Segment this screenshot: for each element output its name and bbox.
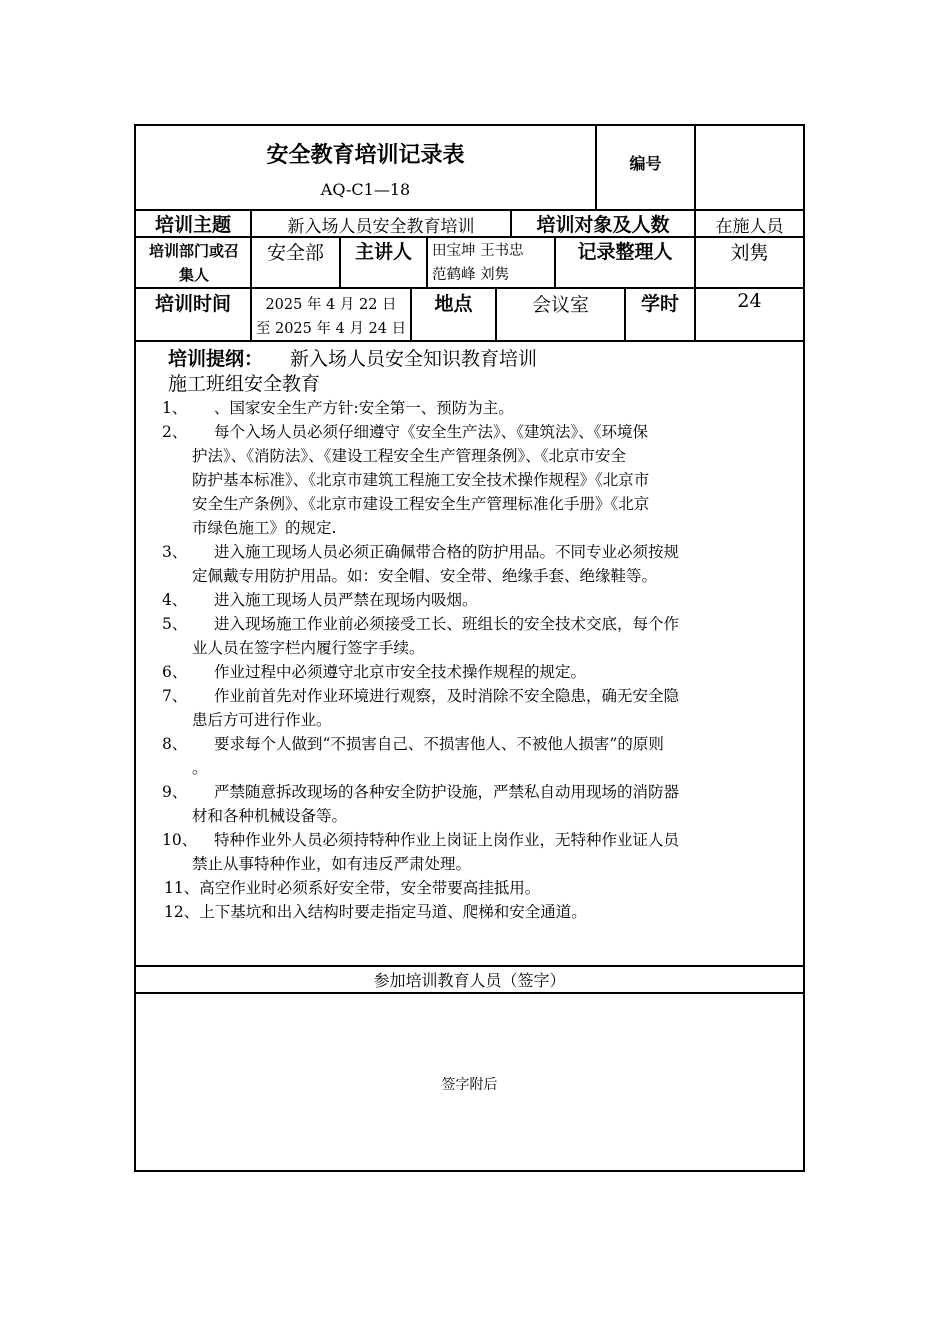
outline-item bbox=[136, 732, 807, 780]
outline-item bbox=[136, 876, 807, 900]
rule bbox=[694, 126, 696, 209]
outline-item-text: 作业过程中必须遵守北京市安全技术操作规程的规定。 bbox=[214, 663, 587, 681]
target-label: 培训对象及人数 bbox=[536, 214, 670, 236]
outline-item-text: 严禁随意拆改现场的各种安全防护设施，严禁私自动用现场的消防器 bbox=[214, 783, 680, 801]
outline-item-number: 4、 bbox=[162, 591, 188, 609]
lecturer-line2: 范鹤峰 刘隽 bbox=[432, 267, 510, 283]
outline-item bbox=[136, 900, 807, 924]
outline-item-text: 防护基本标准》、《北京市建筑工程施工安全技术操作规程》《北京市 bbox=[192, 471, 650, 489]
topic-label: 培训主题 bbox=[154, 214, 231, 236]
hours-label: 学时 bbox=[640, 293, 679, 315]
rule bbox=[136, 992, 803, 994]
outline-item bbox=[136, 780, 807, 828]
outline-item-number: 2、 bbox=[162, 423, 188, 441]
outline-item-text: 进入施工现场人员必须正确佩带合格的防护用品。不同专业必须按规 bbox=[214, 543, 680, 561]
lecturer-label: 主讲人 bbox=[354, 241, 412, 263]
signature-header: 参加培训教育人员（签字） bbox=[373, 971, 566, 990]
outline-item bbox=[136, 828, 807, 876]
place-value: 会议室 bbox=[531, 294, 589, 316]
outline-item bbox=[136, 588, 807, 612]
outline-item-text: 12、上下基坑和出入结构时要走指定马道、爬梯和安全通道。 bbox=[164, 903, 587, 921]
outline-item-number: 7、 bbox=[162, 687, 188, 705]
recorder-value: 刘隽 bbox=[730, 242, 769, 264]
rule bbox=[426, 236, 428, 287]
outline-item-text: 禁止从事特种作业，如有违反严肃处理。 bbox=[192, 855, 472, 873]
dept-label: 培训部门或召集人 bbox=[148, 242, 239, 284]
outline-item bbox=[136, 660, 807, 684]
outline-item bbox=[136, 540, 807, 588]
outline-item-text: 材和各种机械设备等。 bbox=[192, 807, 348, 825]
outline-item-text: 要求每个人做到“不损害自己、不损害他人、不被他人损害”的原则 bbox=[214, 735, 664, 753]
outline-item-text: 作业前首先对作业环境进行观察，及时消除不安全隐患，确无安全隐 bbox=[214, 687, 680, 705]
outline-label: 培训提纲： bbox=[168, 348, 264, 370]
outline-subheading: 施工班组安全教育 bbox=[168, 373, 321, 395]
outline-item-text: 市绿色施工》的规定. bbox=[192, 519, 337, 537]
time-line2: 至 2025 年 4 月 24 日 bbox=[255, 321, 407, 337]
time-line1: 2025 年 4 月 22 日 bbox=[265, 297, 397, 313]
number-label: 编号 bbox=[629, 154, 662, 173]
outline-item bbox=[136, 684, 807, 732]
outline-item-text: 业人员在签字栏内履行签字手续。 bbox=[192, 639, 425, 657]
outline-item-text: 、国家安全生产方针:安全第一、预防为主。 bbox=[214, 399, 514, 417]
dept-value: 安全部 bbox=[266, 242, 324, 264]
outline-item bbox=[136, 396, 807, 420]
outline-item-number: 8、 bbox=[162, 735, 188, 753]
lecturer-line1: 田宝坤 王书忠 bbox=[432, 243, 524, 259]
outline-item-text: 进入现场施工作业前必须接受工长、班组长的安全技术交底，每个作 bbox=[214, 615, 680, 633]
outline-item-text: 每个入场人员必须仔细遵守《安全生产法》、《建筑法》、《环境保 bbox=[214, 423, 649, 441]
signature-note: 签字附后 bbox=[441, 1077, 498, 1093]
outline-item-text: 进入施工现场人员严禁在现场内吸烟。 bbox=[214, 591, 478, 609]
outline-item-number: 10、 bbox=[162, 831, 198, 849]
outline-item-number: 6、 bbox=[162, 663, 188, 681]
outline-item bbox=[136, 420, 807, 540]
page-title: 安全教育培训记录表 bbox=[266, 143, 465, 168]
record-table bbox=[134, 124, 805, 1172]
outline-item-text: 护法》、《消防法》、《建设工程安全生产管理条例》、《北京市安全 bbox=[192, 447, 627, 465]
outline-item-text: 定佩戴专用防护用品。如：安全帽、安全带、绝缘手套、绝缘鞋等。 bbox=[192, 567, 658, 585]
form-code: AQ-C1—18 bbox=[320, 180, 411, 199]
outline-item-number: 3、 bbox=[162, 543, 188, 561]
rule bbox=[136, 965, 803, 967]
topic-value: 新入场人员安全教育培训 bbox=[287, 217, 475, 237]
time-label: 培训时间 bbox=[154, 293, 231, 315]
outline-item-text: 特种作业外人员必须持特种作业上岗证上岗作业，无特种作业证人员 bbox=[214, 831, 680, 849]
outline-item bbox=[136, 612, 807, 660]
outline-heading: 新入场人员安全知识教育培训 bbox=[290, 348, 538, 370]
outline-item-text: 。 bbox=[192, 759, 208, 777]
outline-item-number: 9、 bbox=[162, 783, 188, 801]
outline-item-number: 5、 bbox=[162, 615, 188, 633]
hours-value: 24 bbox=[737, 290, 762, 312]
outline-item-text: 安全生产条例》、《北京市建设工程安全生产管理标准化手册》《北京 bbox=[192, 495, 650, 513]
outline-item-number: 1、 bbox=[162, 399, 188, 417]
outline-item-text: 11、高空作业时必须系好安全带，安全带要高挂抵用。 bbox=[164, 879, 541, 897]
rule bbox=[136, 340, 803, 342]
place-label: 地点 bbox=[434, 293, 473, 315]
recorder-label: 记录整理人 bbox=[577, 241, 673, 263]
outline-item-text: 患后方可进行作业。 bbox=[192, 711, 332, 729]
target-value: 在施人员 bbox=[715, 217, 784, 237]
